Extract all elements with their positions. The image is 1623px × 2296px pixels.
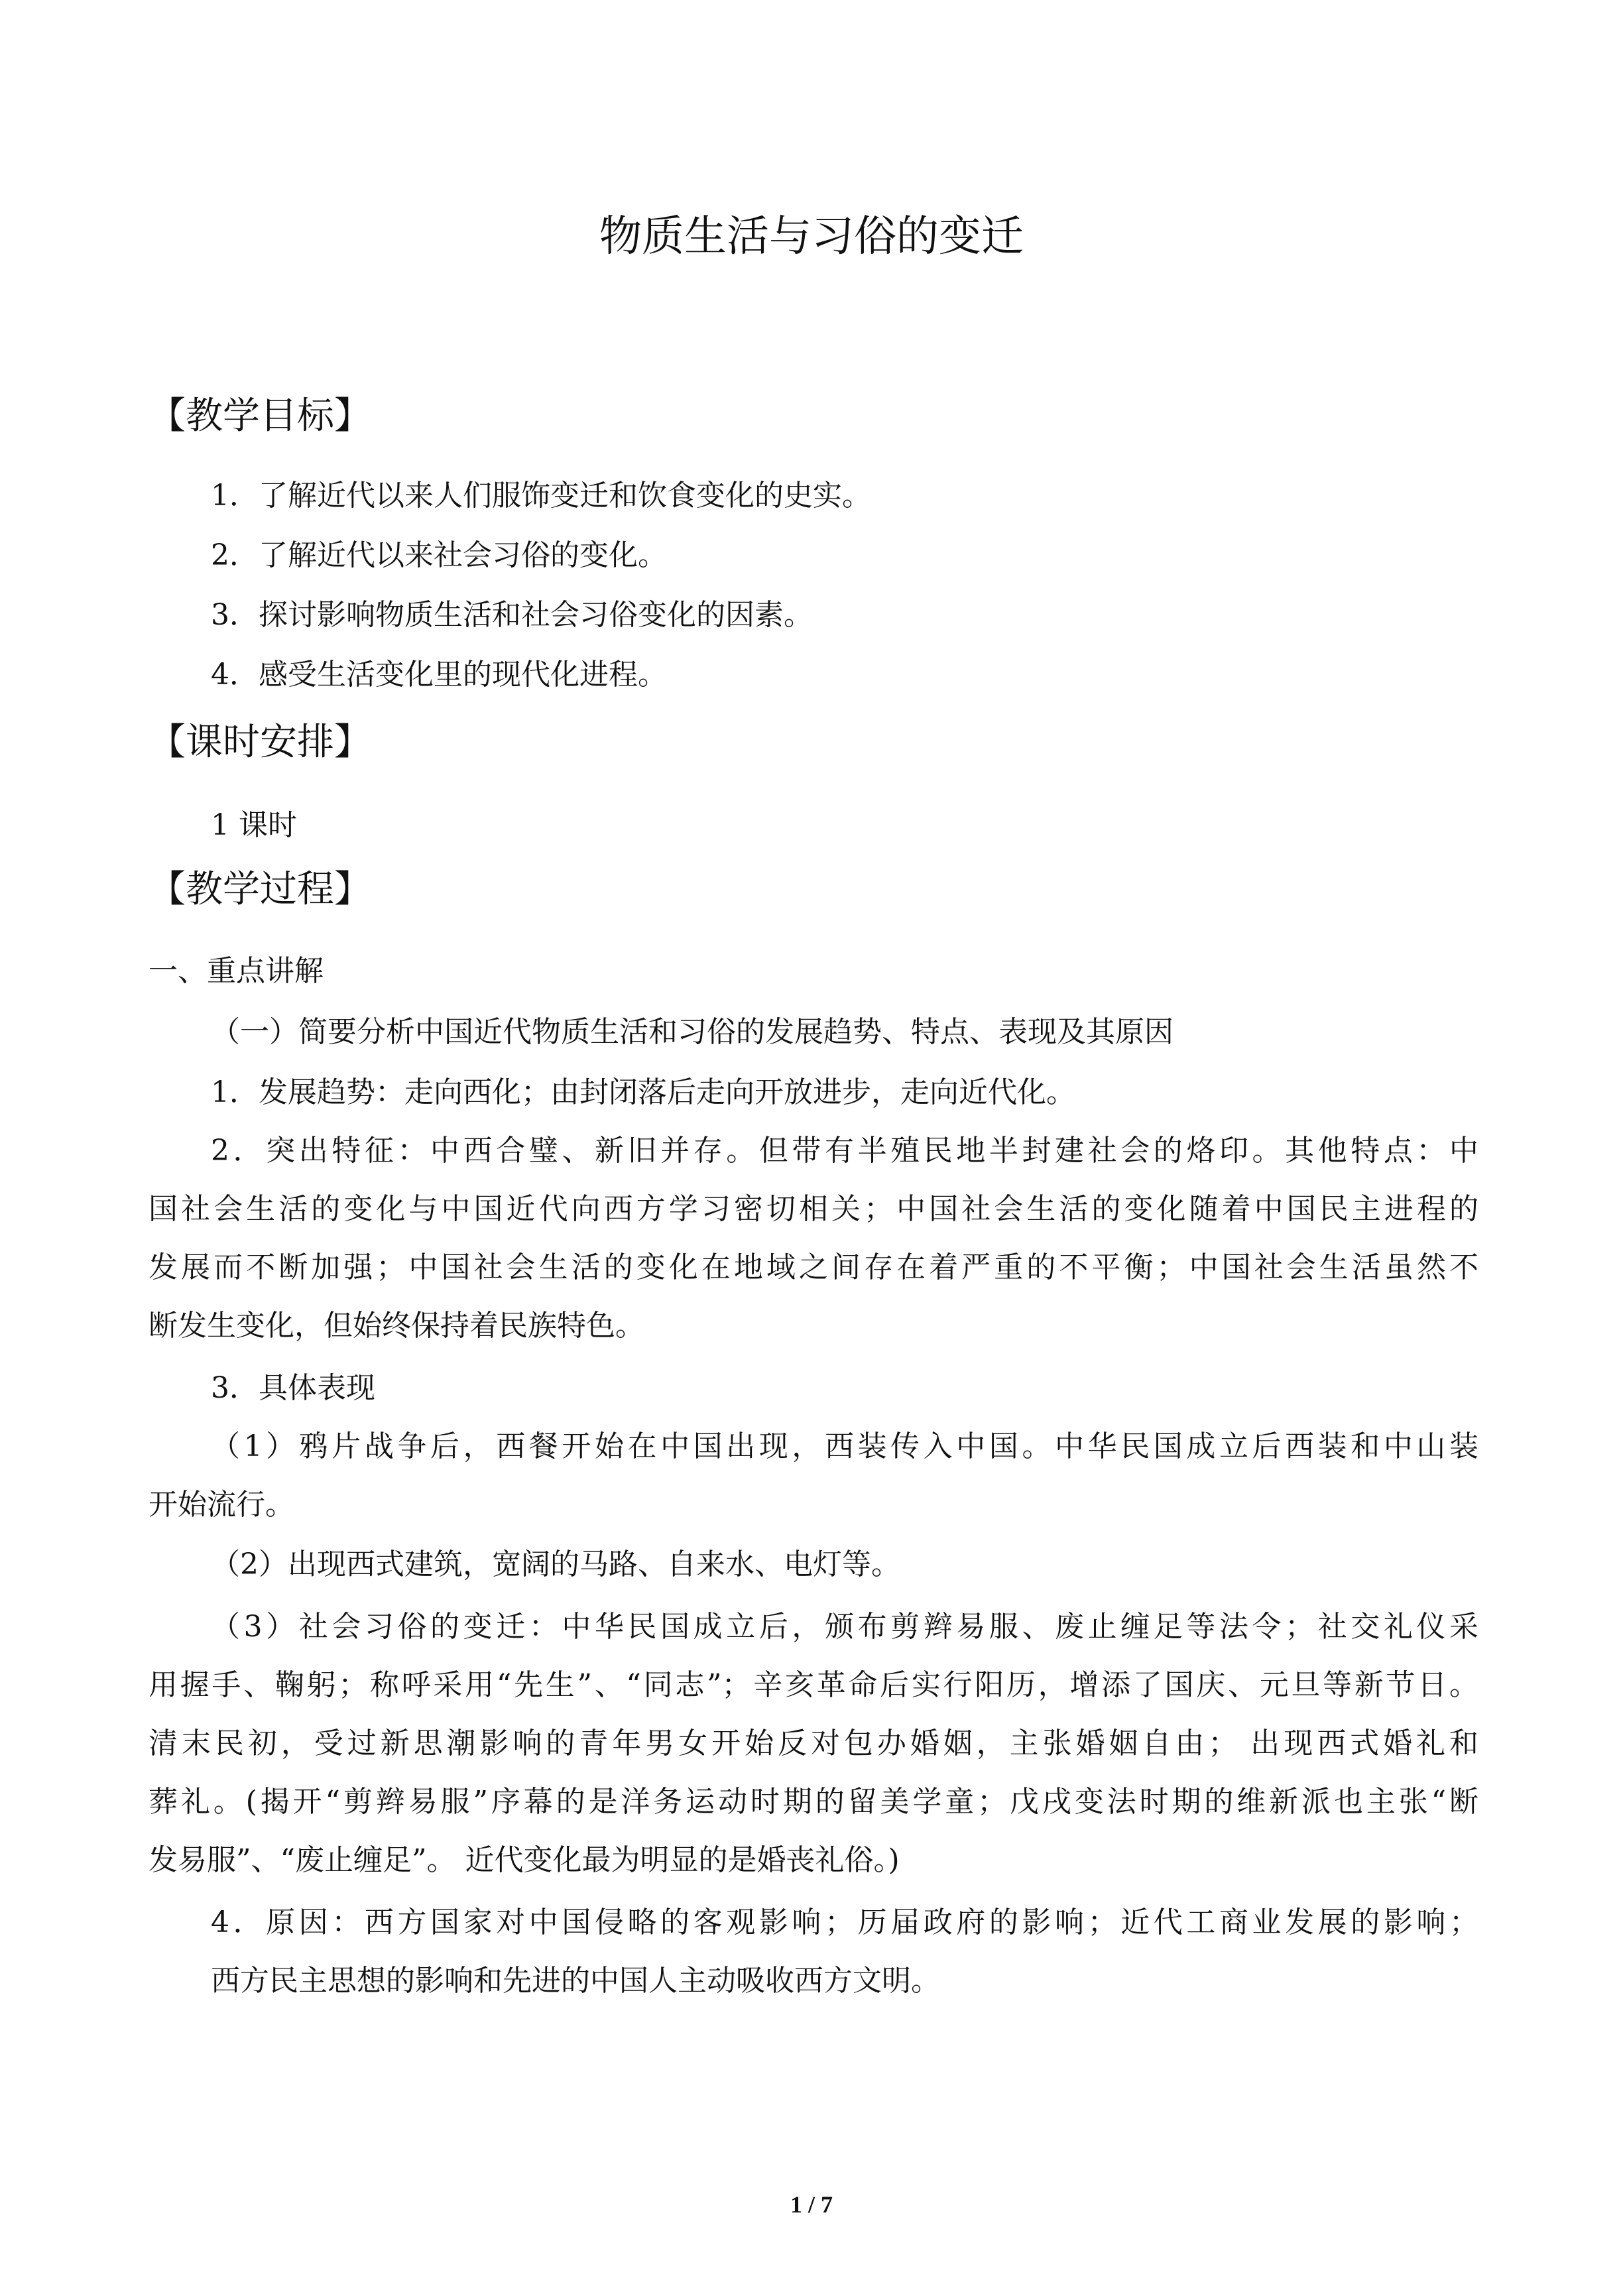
schedule-heading: 【课时安排】 (149, 721, 371, 764)
paragraph-item-2: （2）出现西式建筑，宽阔的马路、自来水、电灯等。 (211, 1547, 900, 1581)
part-heading: 一、重点讲解 (149, 954, 324, 988)
paragraph-features-line: 国社会生活的变化与中国近代向西方学习密切相关；中国社会生活的变化随着中国民主进程的 (149, 1192, 1478, 1226)
paragraph-item-3-line: （3）社会习俗的变迁：中华民国成立后，颁布剪辫易服、废止缠足等法令；社交礼仪采 (211, 1610, 1478, 1644)
document-title: 物质生活与习俗的变迁 (599, 212, 1024, 261)
sub-heading: （一）简要分析中国近代物质生活和习俗的发展趋势、特点、表现及其原因 (211, 1015, 1173, 1049)
objective-item: 4．感受生活变化里的现代化进程。 (211, 658, 667, 692)
paragraph-manifestations: 3．具体表现 (211, 1371, 375, 1405)
paragraph-trend: 1．发展趋势：走向西化；由封闭落后走向开放进步，走向近代化。 (211, 1075, 1075, 1109)
objective-item: 2．了解近代以来社会习俗的变化。 (211, 538, 667, 572)
paragraph-causes-line: 4．原因：西方国家对中国侵略的客观影响；历届政府的影响；近代工商业发展的影响； (211, 1905, 1478, 1939)
paragraph-item-1-line: 开始流行。 (149, 1488, 294, 1522)
paragraph-item-3-line: 发易服”、“废止缠足”。 近代变化最为明显的是婚丧礼俗。) (149, 1843, 900, 1877)
process-heading: 【教学过程】 (149, 868, 371, 911)
page-number: 1 / 7 (790, 2191, 833, 2218)
paragraph-item-1-line: （1）鸦片战争后，西餐开始在中国出现，西装传入中国。中华民国成立后西装和中山装 (211, 1429, 1478, 1463)
objectives-heading: 【教学目标】 (149, 394, 371, 438)
paragraph-causes-line: 西方民主思想的影响和先进的中国人主动吸收西方文明。 (211, 1964, 940, 1998)
objective-item: 3．探讨影响物质生活和社会习俗变化的因素。 (211, 598, 813, 632)
paragraph-item-3-line: 用握手、鞠躬；称呼采用“先生”、“同志”；辛亥革命后实行阳历，增添了国庆、元旦等新节日。 (149, 1668, 1478, 1702)
paragraph-item-3-line: 葬礼。(揭开“剪辫易服”序幕的是洋务运动时期的留美学童；戊戌变法时期的维新派也主张“断 (149, 1785, 1478, 1819)
paragraph-features-line: 发展而不断加强；中国社会生活的变化在地域之间存在着严重的不平衡；中国社会生活虽然不 (149, 1250, 1478, 1284)
schedule-text: 1 课时 (211, 808, 297, 842)
paragraph-features-line: 断发生变化，但始终保持着民族特色。 (149, 1309, 644, 1343)
paragraph-features-line: 2．突出特征：中西合璧、新旧并存。但带有半殖民地半封建社会的烙印。其他特点：中 (211, 1134, 1478, 1168)
paragraph-item-3-line: 清末民初，受过新思潮影响的青年男女开始反对包办婚姻，主张婚姻自由； 出现西式婚礼和 (149, 1726, 1478, 1760)
objective-item: 1．了解近代以来人们服饰变迁和饮食变化的史实。 (211, 479, 871, 513)
